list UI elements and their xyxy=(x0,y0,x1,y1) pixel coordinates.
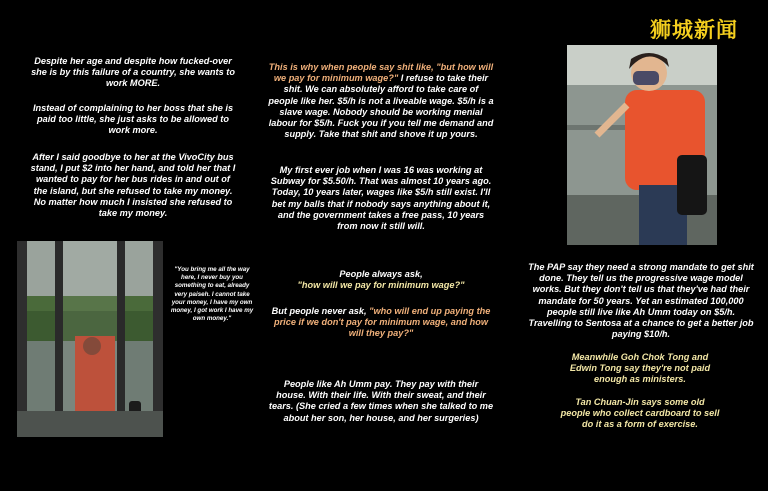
bus-door-photo xyxy=(17,241,163,437)
highlight-text: This is why when people say shit like, "but how will we pay for minimum wage?" xyxy=(268,62,494,84)
middle-paragraph-3-a: People always ask, xyxy=(339,269,423,279)
auntie-photo xyxy=(567,45,717,245)
middle-paragraph-4-b: "who will end up paying the price if we don't pay for minimum wage, and how will they pay?" xyxy=(273,306,491,339)
right-paragraph-2: Meanwhile Goh Chok Tong and Edwin Tong say they're not paid enough as ministers. xyxy=(569,352,711,385)
auntie-illustration xyxy=(567,45,717,245)
left-paragraph-2: Instead of complaining to her boss that she is paid too little, she just asks to be allowed to work more. xyxy=(32,103,234,136)
middle-paragraph-1 xyxy=(268,62,494,140)
left-paragraph-3: After I said goodbye to her at the VivoCity bus stand, I put $2 into her hand, and told her that I wanted to pay for her bus rides in and out of the island, but she refused to take my money. No matter how much I insisted she refused to take my money. xyxy=(30,152,236,219)
middle-paragraph-5: People like Ah Umm pay. They pay with their house. With their life. With their sweat, and their tears. (She cried a few times when she talked to me about her son, her house, and her surgeries) xyxy=(268,379,494,423)
middle-paragraph-2: My first ever job when I was 16 was working at Subway for $5.50/h. That was almost 10 years ago. Today, 10 years later, wages like $5/h still exist. I'll bet my balls that if nobody says anything about it, and the government takes a free pass, 10 years from now it still will. xyxy=(270,165,492,232)
site-logo: 狮城新闻 xyxy=(650,18,738,42)
middle-paragraph-4 xyxy=(268,306,494,340)
left-paragraph-1: Despite her age and despite how fucked-over she is by this failure of a country, she wants to work MORE. xyxy=(31,56,235,89)
right-paragraph-1: The PAP say they need a strong mandate to get shit done. They tell us the progressive wage model works. But they don't tell us that they've had their mandate for 50 years. Yet an estimated 100,000 people still live like Ah Umm today on $5/h. Travelling to Sentosa at a chance to get a better job paying $10/h. xyxy=(528,262,754,340)
middle-paragraph-1-rest: I refuse to take their shit. We can absolutely afford to take care of people like her. $5/h is not a liveable wage. $5/h is a slave wage. Nobody should be working menial labour for $5/h. Fuck you if you tell me demand and supply. Take that shit and shove it up yours. xyxy=(268,73,494,140)
right-paragraph-3: Tan Chuan-Jin says some old people who collect cardboard to sell do it as a form of exercise. xyxy=(560,397,720,430)
auntie-quote: "You bring me all the way here, I never buy you something to eat, already very paiseh. I cannot take your money, I have my own money, I got work I have my own money." xyxy=(170,266,254,323)
middle-paragraph-3-b: "how will we pay for minimum wage?" xyxy=(297,280,465,291)
middle-paragraph-4-a: But people never ask, xyxy=(271,306,370,316)
middle-paragraph-3 xyxy=(268,269,494,291)
bus-door-illustration xyxy=(17,241,163,437)
